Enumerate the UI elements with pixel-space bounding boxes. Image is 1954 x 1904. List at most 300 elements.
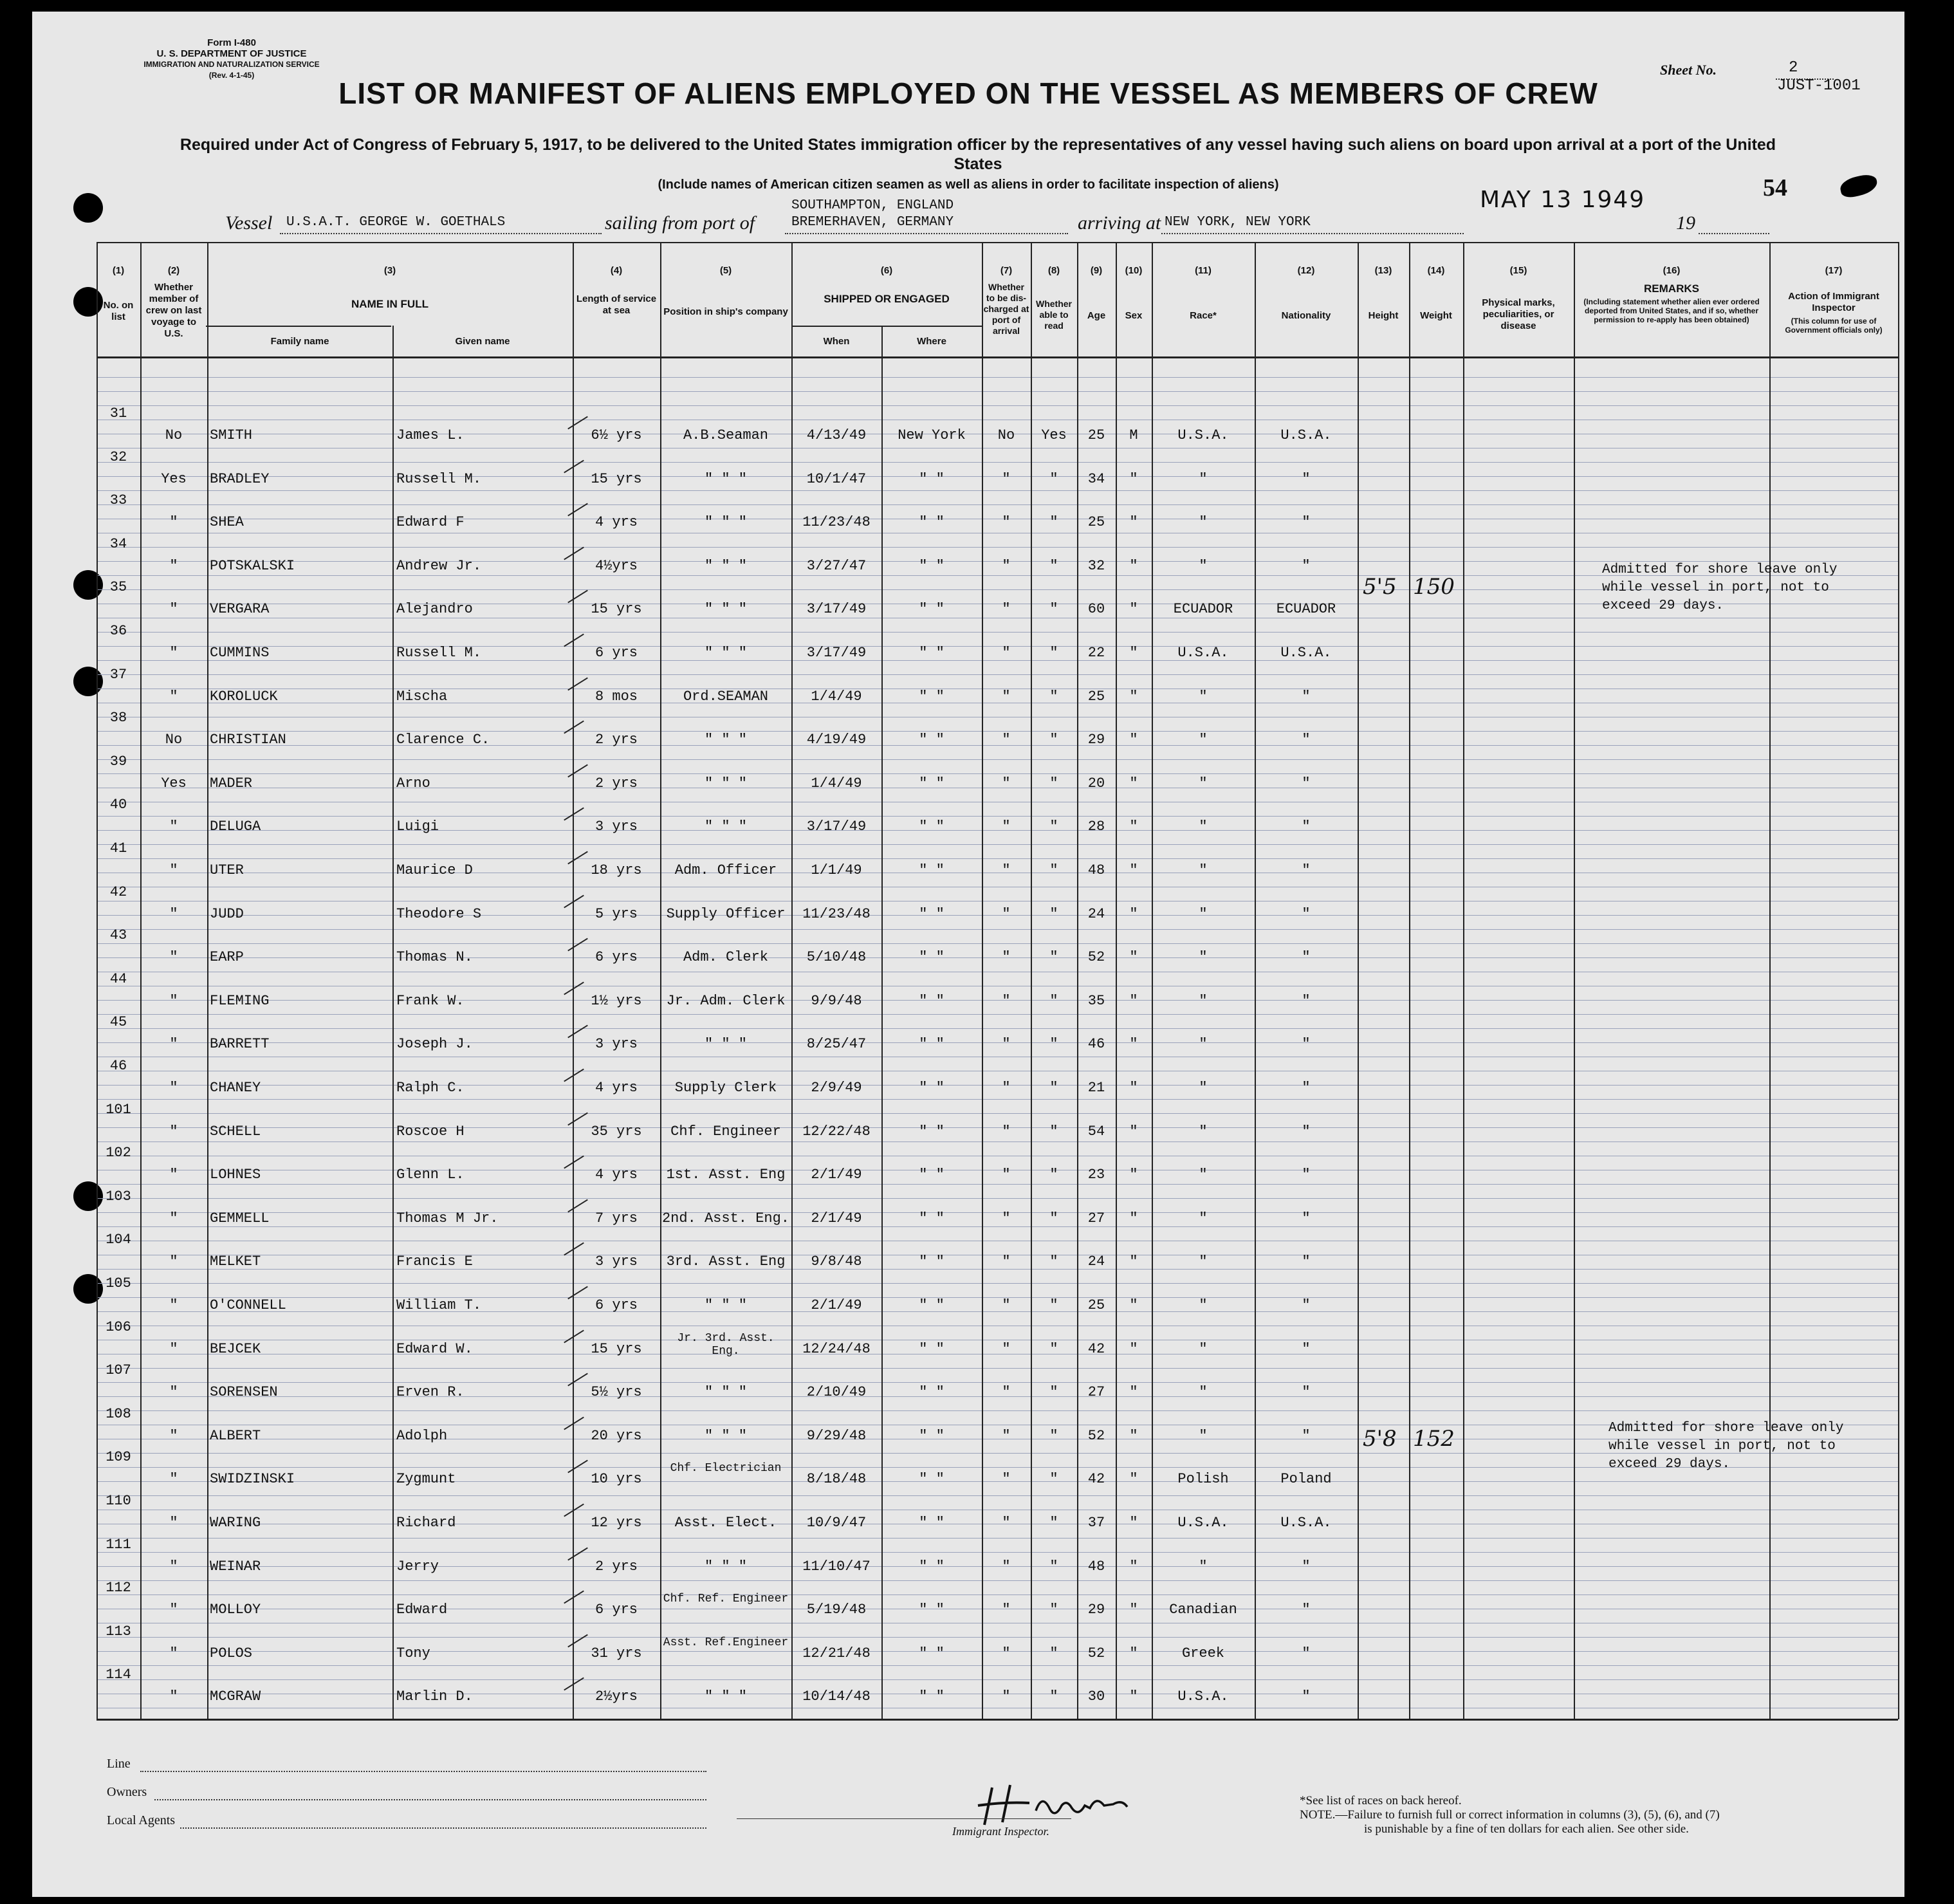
position: " " ": [704, 775, 747, 791]
age: 27: [1087, 1210, 1105, 1226]
race: ": [1199, 1384, 1208, 1401]
col16-header: REMARKS: [1644, 282, 1699, 295]
race: ": [1199, 1080, 1208, 1096]
age: 25: [1087, 1297, 1105, 1313]
col6-where-header: Where: [917, 336, 946, 347]
race: U.S.A.: [1177, 427, 1229, 443]
shipped-when: 2/9/49: [811, 1080, 862, 1096]
position: " " ": [704, 1384, 747, 1401]
prev-voyage: ": [169, 1427, 178, 1444]
able-to-read: ": [1049, 601, 1058, 618]
length-of-service: 4 yrs: [594, 1167, 638, 1183]
given-name: Theodore S: [396, 905, 482, 922]
sex: ": [1129, 1602, 1138, 1618]
race: ": [1199, 775, 1208, 791]
family-name: CHANEY: [210, 1080, 261, 1096]
able-to-read: ": [1049, 645, 1058, 661]
sex: ": [1129, 645, 1138, 661]
given-name: Ralph C.: [396, 1080, 465, 1096]
row-number: 101: [106, 1101, 131, 1118]
position: " " ": [704, 1688, 747, 1705]
position: " " ": [704, 1297, 747, 1313]
shipped-where: " ": [919, 1210, 945, 1226]
port-2: BREMERHAVEN, GERMANY: [791, 215, 954, 230]
given-name: Frank W.: [396, 992, 465, 1009]
prev-voyage: ": [169, 688, 178, 705]
row-number: 31: [109, 405, 127, 421]
form-id: [97, 37, 367, 81]
race: ECUADOR: [1173, 601, 1233, 618]
discharged: ": [1002, 949, 1011, 966]
race: ": [1199, 1210, 1208, 1226]
position: Adm. Officer: [674, 862, 777, 878]
shipped-where: " ": [919, 470, 945, 487]
col6-header: SHIPPED OR ENGAGED: [824, 293, 950, 305]
able-to-read: ": [1049, 1471, 1058, 1488]
shipped-where: " ": [919, 1340, 945, 1357]
prev-voyage: No: [165, 732, 183, 748]
row-number: 106: [106, 1318, 131, 1335]
shipped-where: " ": [919, 1384, 945, 1401]
race: ": [1199, 1167, 1208, 1183]
family-name: O'CONNELL: [210, 1297, 286, 1313]
nationality: ": [1302, 1036, 1311, 1053]
table-row: [97, 1275, 1898, 1323]
shipped-where: " ": [919, 1167, 945, 1183]
given-name: Marlin D.: [396, 1688, 473, 1705]
row-number: 104: [106, 1232, 131, 1248]
shipped-when: 3/17/49: [806, 645, 867, 661]
race: ": [1199, 949, 1208, 966]
col17-subheader: (This column for use of Government officials only): [1785, 317, 1883, 335]
age: 29: [1087, 732, 1105, 748]
race: ": [1199, 818, 1208, 835]
shipped-when: 3/17/49: [806, 818, 867, 835]
sex: ": [1129, 1210, 1138, 1226]
position: " " ": [704, 1036, 747, 1053]
shipped-where: " ": [919, 1080, 945, 1096]
discharged: ": [1002, 1036, 1011, 1053]
nationality: U.S.A.: [1280, 427, 1332, 443]
prev-voyage: ": [169, 1297, 178, 1313]
nationality: ": [1302, 732, 1311, 748]
form-dept: U. S. DEPARTMENT OF JUSTICE: [156, 48, 307, 59]
nationality: ": [1302, 1558, 1311, 1575]
able-to-read: ": [1049, 1645, 1058, 1661]
family-name: MOLLOY: [210, 1602, 261, 1618]
row-number: 102: [106, 1145, 131, 1161]
line-label: Line: [107, 1757, 131, 1771]
table-row: [97, 970, 1898, 1019]
nationality: ": [1302, 557, 1311, 574]
vessel-label: Vessel: [225, 212, 273, 234]
race: ": [1199, 1036, 1208, 1053]
nationality: U.S.A.: [1280, 1515, 1332, 1531]
given-name: Thomas N.: [396, 949, 473, 966]
col3-given-header: Given name: [455, 336, 510, 347]
prev-voyage: ": [169, 818, 178, 835]
position: " " ": [704, 514, 747, 531]
row-number: 111: [106, 1536, 131, 1553]
race: Greek: [1181, 1645, 1224, 1661]
family-name: LOHNES: [210, 1167, 261, 1183]
remark-shore-leave: Admitted for shore leave only while vessel in port, not to exceed 29 days.: [1602, 562, 1838, 613]
discharged: ": [1002, 470, 1011, 487]
family-name: VERGARA: [210, 601, 270, 618]
shipped-where: " ": [919, 1253, 945, 1270]
agents-label: Local Agents: [107, 1813, 176, 1827]
length-of-service: 1½ yrs: [591, 992, 642, 1009]
col8-number: (8): [1047, 265, 1060, 276]
col11-header: Race*: [1190, 310, 1217, 321]
shipped-when: 10/1/47: [806, 470, 867, 487]
footnote-races: *See list of races on back hereof.: [1300, 1794, 1462, 1807]
shipped-where: " ": [919, 1123, 945, 1140]
shipped-where: " ": [919, 1297, 945, 1313]
able-to-read: ": [1049, 775, 1058, 791]
arriving-port: NEW YORK, NEW YORK: [1165, 215, 1311, 230]
prev-voyage: ": [169, 1558, 178, 1575]
row-number: 113: [106, 1623, 131, 1640]
discharged: ": [1002, 1384, 1011, 1401]
row-number: 46: [109, 1058, 127, 1074]
height-handwritten: 5'5: [1363, 574, 1397, 600]
shipped-when: 1/4/49: [811, 688, 862, 705]
nationality: ": [1302, 1297, 1311, 1313]
shipped-where: New York: [898, 427, 966, 443]
table-row: [97, 927, 1898, 975]
table-row: [97, 797, 1898, 844]
table-row: [97, 623, 1898, 670]
length-of-service: 3 yrs: [594, 818, 638, 835]
sex: ": [1129, 1297, 1138, 1313]
given-name: Roscoe H: [396, 1123, 465, 1140]
vessel-name: U.S.A.T. GEORGE W. GOETHALS: [286, 215, 506, 230]
discharged: ": [1002, 557, 1011, 574]
race: ": [1199, 905, 1208, 922]
sex: ": [1129, 1688, 1138, 1705]
family-name: WARING: [210, 1515, 261, 1531]
col15-header: Physical marks, peculiarities, or disease: [1482, 297, 1555, 331]
discharged: No: [997, 427, 1015, 443]
shipped-when: 12/21/48: [802, 1645, 871, 1661]
discharged: ": [1002, 992, 1011, 1009]
discharged: ": [1002, 1080, 1011, 1096]
sex: ": [1129, 1340, 1138, 1357]
family-name: MELKET: [210, 1253, 261, 1270]
col8-header: Whether able to read: [1036, 299, 1072, 331]
row-number: 109: [106, 1449, 131, 1466]
given-name: Edward: [396, 1602, 448, 1618]
able-to-read: ": [1049, 1558, 1058, 1575]
sex: ": [1129, 1080, 1138, 1096]
age: 52: [1087, 1645, 1105, 1661]
col3-header: NAME IN FULL: [351, 298, 429, 310]
position: Jr. Adm. Clerk: [666, 992, 786, 1009]
col4-number: (4): [610, 265, 623, 276]
sex: ": [1129, 1167, 1138, 1183]
shipped-when: 1/4/49: [811, 775, 862, 791]
col2-number: (2): [167, 265, 180, 276]
col14-header: Weight: [1420, 310, 1452, 321]
sex: M: [1129, 427, 1138, 443]
sailing-label: sailing from port of: [605, 212, 755, 234]
able-to-read: ": [1049, 1167, 1058, 1183]
given-name: Andrew Jr.: [396, 557, 482, 574]
table-row: [97, 1493, 1898, 1540]
age: 52: [1087, 949, 1105, 966]
sex: ": [1129, 601, 1138, 618]
discharged: ": [1002, 1645, 1011, 1661]
sex: ": [1129, 470, 1138, 487]
row-number: 32: [109, 448, 127, 465]
able-to-read: ": [1049, 1602, 1058, 1618]
document-title: LIST OR MANIFEST OF ALIENS EMPLOYED ON THE VESSEL AS MEMBERS OF CREW: [338, 77, 1598, 110]
prev-voyage: ": [169, 992, 178, 1009]
sex: ": [1129, 949, 1138, 966]
nationality: ": [1302, 1123, 1311, 1140]
table-row: [97, 1101, 1898, 1149]
col6-number: (6): [880, 265, 893, 276]
table-row: [97, 492, 1898, 540]
family-name: SMITH: [210, 427, 253, 443]
sheet-number: 2: [1789, 59, 1798, 77]
age: 24: [1087, 1253, 1105, 1270]
col12-header: Nationality: [1281, 310, 1331, 321]
able-to-read: ": [1049, 732, 1058, 748]
date-stamp: MAY 13 1949: [1480, 187, 1646, 213]
able-to-read: Yes: [1041, 427, 1067, 443]
port-1: SOUTHAMPTON, ENGLAND: [791, 198, 954, 213]
col6-when-header: When: [823, 336, 850, 347]
prev-voyage: ": [169, 1384, 178, 1401]
col4-header: Length of service at sea: [576, 293, 657, 316]
age: 37: [1087, 1515, 1105, 1531]
col10-number: (10): [1125, 265, 1143, 276]
sex: ": [1129, 1384, 1138, 1401]
age: 46: [1087, 1036, 1105, 1053]
shipped-where: " ": [919, 862, 945, 878]
shipped-where: " ": [919, 992, 945, 1009]
age: 34: [1087, 470, 1105, 487]
able-to-read: ": [1049, 514, 1058, 531]
family-name: EARP: [210, 949, 244, 966]
family-name: CUMMINS: [210, 645, 270, 661]
race: ": [1199, 1427, 1208, 1444]
row-number: 34: [109, 535, 127, 552]
prev-voyage: ": [169, 1167, 178, 1183]
race: ": [1199, 1123, 1208, 1140]
table-row: [97, 1580, 1898, 1627]
able-to-read: ": [1049, 1297, 1058, 1313]
discharged: ": [1002, 1210, 1011, 1226]
sex: ": [1129, 775, 1138, 791]
age: 20: [1087, 775, 1105, 791]
nationality: ": [1302, 949, 1311, 966]
nationality: ": [1302, 1340, 1311, 1357]
given-name: James L.: [396, 427, 465, 443]
discharged: ": [1002, 775, 1011, 791]
prev-voyage: ": [169, 514, 178, 531]
sex: ": [1129, 732, 1138, 748]
length-of-service: 6½ yrs: [591, 427, 642, 443]
col3-family-header: Family name: [270, 336, 329, 347]
position: Chf. Electrician: [670, 1462, 782, 1475]
able-to-read: ": [1049, 1123, 1058, 1140]
given-name: Glenn L.: [396, 1167, 465, 1183]
table-row: [97, 405, 1898, 453]
age: 29: [1087, 1602, 1105, 1618]
shipped-where: " ": [919, 1471, 945, 1488]
shipped-when: 9/8/48: [811, 1253, 862, 1270]
row-number: 112: [106, 1580, 131, 1596]
shipped-when: 2/1/49: [811, 1297, 862, 1313]
position: Chf. Engineer: [670, 1123, 781, 1140]
manifest-page: [32, 12, 1904, 1897]
family-name: SWIDZINSKI: [210, 1471, 295, 1488]
nationality: ": [1302, 1253, 1311, 1270]
table-row: [97, 1145, 1898, 1192]
nationality: ": [1302, 1602, 1311, 1618]
shipped-when: 11/10/47: [802, 1558, 871, 1575]
length-of-service: 20 yrs: [591, 1427, 642, 1444]
table-row: [97, 666, 1898, 714]
position: Asst. Elect.: [674, 1515, 777, 1531]
given-name: Zygmunt: [396, 1471, 456, 1488]
nationality: ": [1302, 1688, 1311, 1705]
position: Chf. Ref. Engineer: [663, 1593, 789, 1606]
sex: ": [1129, 1427, 1138, 1444]
shipped-when: 5/10/48: [806, 949, 867, 966]
prev-voyage: ": [169, 862, 178, 878]
col5-header: Position in ship's company: [663, 306, 788, 317]
discharged: ": [1002, 818, 1011, 835]
length-of-service: 2 yrs: [594, 1558, 638, 1575]
position: " " ": [704, 601, 747, 618]
family-name: MCGRAW: [210, 1688, 261, 1705]
row-number: 110: [106, 1493, 131, 1509]
race: U.S.A.: [1177, 1688, 1229, 1705]
prev-voyage: ": [169, 905, 178, 922]
sex: ": [1129, 862, 1138, 878]
given-name: Thomas M Jr.: [396, 1210, 499, 1226]
include-text: (Include names of American citizen seamen as well as aliens in order to facilitate inspection of aliens): [658, 178, 1279, 192]
col10-header: Sex: [1125, 310, 1143, 321]
able-to-read: ": [1049, 818, 1058, 835]
position: Jr. 3rd. Asst. Eng.: [677, 1331, 775, 1358]
length-of-service: 10 yrs: [591, 1471, 642, 1488]
length-of-service: 3 yrs: [594, 1036, 638, 1053]
discharged: ": [1002, 514, 1011, 531]
given-name: Russell M.: [396, 645, 482, 661]
shipped-when: 12/24/48: [802, 1340, 871, 1357]
table-row: [97, 883, 1898, 932]
position: " " ": [704, 732, 747, 748]
family-name: ALBERT: [210, 1427, 261, 1444]
nationality: ": [1302, 514, 1311, 531]
race: ": [1199, 732, 1208, 748]
length-of-service: 4½yrs: [594, 557, 638, 574]
given-name: Erven R.: [396, 1384, 465, 1401]
shipped-when: 5/19/48: [806, 1602, 867, 1618]
age: 24: [1087, 905, 1105, 922]
age: 30: [1087, 1688, 1105, 1705]
shipped-where: " ": [919, 1558, 945, 1575]
discharged: ": [1002, 1167, 1011, 1183]
shipped-where: " ": [919, 645, 945, 661]
able-to-read: ": [1049, 1340, 1058, 1357]
shipped-where: " ": [919, 1036, 945, 1053]
given-name: Francis E: [396, 1253, 473, 1270]
arriving-label: arriving at: [1078, 212, 1161, 234]
row-number: 37: [109, 666, 127, 683]
length-of-service: 3 yrs: [594, 1253, 638, 1270]
length-of-service: 5 yrs: [594, 905, 638, 922]
prev-voyage: No: [165, 427, 183, 443]
col2-header: Whether member of crew on last voyage to U.S.: [145, 282, 202, 339]
discharged: ": [1002, 645, 1011, 661]
shipped-where: " ": [919, 905, 945, 922]
col17-number: (17): [1825, 265, 1843, 276]
shipped-where: " ": [919, 514, 945, 531]
length-of-service: 15 yrs: [591, 470, 642, 487]
nationality: ": [1302, 818, 1311, 835]
position: 2nd. Asst. Eng.: [661, 1210, 790, 1226]
nationality: ": [1302, 862, 1311, 878]
discharged: ": [1002, 862, 1011, 878]
table-row: [97, 1449, 1898, 1497]
prev-voyage: ": [169, 1471, 178, 1488]
shipped-when: 2/1/49: [811, 1167, 862, 1183]
given-name: Maurice D: [396, 862, 473, 878]
length-of-service: 18 yrs: [591, 862, 642, 878]
prev-voyage: ": [169, 1080, 178, 1096]
shipped-where: " ": [919, 732, 945, 748]
discharged: ": [1002, 905, 1011, 922]
col1-header: No. on list: [103, 300, 134, 322]
able-to-read: ": [1049, 1384, 1058, 1401]
given-name: Luigi: [396, 818, 439, 835]
discharged: ": [1002, 688, 1011, 705]
crew-table: [97, 242, 1898, 1715]
position: Supply Clerk: [674, 1080, 777, 1096]
length-of-service: 6 yrs: [594, 645, 638, 661]
age: 48: [1087, 862, 1105, 878]
family-name: BEJCEK: [210, 1340, 261, 1357]
shipped-when: 4/13/49: [806, 427, 867, 443]
shipped-where: " ": [919, 557, 945, 574]
row-number: 103: [106, 1188, 131, 1205]
row-number: 40: [109, 797, 127, 813]
given-name: Russell M.: [396, 470, 482, 487]
race: ": [1199, 557, 1208, 574]
discharged: ": [1002, 1515, 1011, 1531]
position: " " ": [704, 818, 747, 835]
prev-voyage: ": [169, 949, 178, 966]
shipped-when: 11/23/48: [802, 514, 871, 531]
table-row: [97, 1232, 1898, 1279]
sheet-label: Sheet No.: [1660, 62, 1717, 78]
prev-voyage: Yes: [161, 470, 187, 487]
given-name: Joseph J.: [396, 1036, 473, 1053]
race: ": [1199, 470, 1208, 487]
discharged: ": [1002, 1253, 1011, 1270]
col17-header: Action of Immigrant Inspector: [1788, 291, 1879, 313]
col14-number: (14): [1427, 265, 1445, 276]
punch-hole: [73, 193, 103, 223]
col11-number: (11): [1195, 265, 1212, 276]
table-row: [97, 1318, 1898, 1367]
